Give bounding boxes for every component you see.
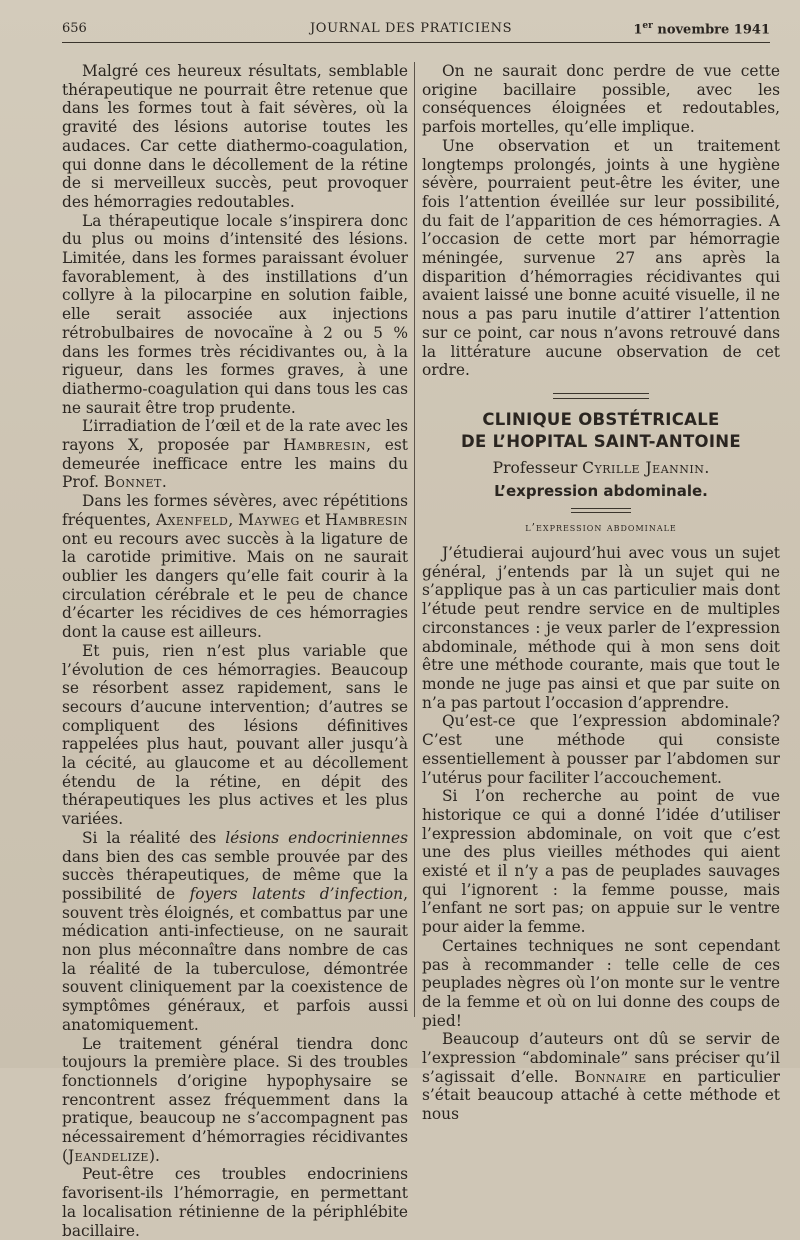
page-number: 656 [62,21,87,36]
paragraph: Le traitement général tiendra donc toujours la première place. Si des troubles fonctionnels d’origine hypophysaire se rencontrent assez fréquemment dans la pratique, beaucoup ne s’accompagnent pas nécessairement d’hémorragies récidivantes (Jeandelize). [62,1034,408,1165]
left-column [62,62,408,1240]
issue-date: 1er novembre 1941 [633,21,770,38]
paragraph: Peut-être ces troubles endocriniens favorisent-ils l’hémorragie, en permettant la localisation rétinienne de la périphlébite bacillaire. [62,1165,408,1240]
section-heading-line2: DE L’HOPITAL SAINT-ANTOINE [461,431,741,451]
subsection-heading: l’expression abdominale [525,521,677,535]
paragraph: Malgré ces heureux résultats, semblable thérapeutique ne pourrait être retenue que dans les formes tout à fait sévères, où la gravité des lésions autorise toutes les audaces. Car cette diathermo-coagulation, qui donne dans le décollement de la rétine de si merveilleux succès, peut provoquer des hémorragies redoutables. [62,62,408,211]
paragraph: J’étudierai aujourd’hui avec vous un sujet général, j’entends par là un sujet qui ne s’applique pas à un cas particulier mais dont l’étude peut rendre service en de multiples circonstances : je veux parler de l’expression abdominale, méthode qui à mon sens doit être une méthode courante, mais que tout le monde ne juge pas ainsi et que par suite on n’a pas partout l’occasion d’apprendre. [422,544,780,712]
author-name: Bonnet [103,473,162,492]
paragraph: Certaines techniques ne sont cependant pas à recommander : telle celle de ces peuplades nègres où l’on monte sur le ventre de la femme et où on lui donne des coups de pied! [422,936,780,1030]
running-header [62,18,770,43]
paragraph: Une observation et un traitement longtemps prolongés, joints à une hygiène sévère, pourraient peut-être les éviter, une fois l’attention éveillée sur leur possibilité, du fait de l’apparition de ces hémorragies. A l’occasion de cette mort par hémorragie méningée, survenue 27 ans après la disparition d’hémorragies récidivantes qui avaient laissé une bonne acuité visuelle, il ne nous a pas paru inutile d’attirer l’attention sur ce point, car nous n’avons retrouvé dans la littérature aucune observation de cet ordre. [422,136,780,380]
section-rule [553,393,649,399]
author-name: Hambresin [324,510,408,529]
paragraph: L’irradiation de l’œil et de la rate avec les rayons X, proposée par Hambresin, est demeurée inefficace entre les mains du Prof. Bonnet. [62,417,408,492]
lecture-title: L’expression abdominale. [494,481,708,500]
journal-title: JOURNAL DES PRATICIENS [310,21,513,36]
paragraph: Qu’est-ce que l’expression abdominale? C’est une méthode qui consiste essentiellement à pousser par l’abdomen sur l’utérus pour faciliter l’accouchement. [422,712,780,787]
title-rule [571,508,631,513]
paragraph: Si l’on recherche au point de vue historique ce qui a donné l’idée d’utiliser l’expression abdominale, on voit que c’est une des plus vieilles méthodes qui aient existé et il n’y a pas de peuplades sauvages qui l’ignorent : la femme pousse, mais l’enfant ne sort pas; on appuie sur le ventre pour aider la femme. [422,787,780,937]
right-column [422,62,780,1124]
professor-byline: Professeur Cyrille Jeannin. [492,458,710,477]
paragraph: Si la réalité des lésions endocriniennes dans bien des cas semble prouvée par des succès thérapeutiques, de même que la possibilité de foyers latents d’infection, souvent très éloignés, et combattus par une médication anti-infectieuse, on ne saurait non plus méconnaître dans nombre de cas la réalité de la tuberculose, démontrée souvent cliniquement par la coexistence de symptômes généraux, et parfois aussi anatomiquement. [62,828,409,1034]
author-name: Bonnaire [574,1067,647,1086]
author-name: Axenfeld [155,510,229,529]
section-heading-line1: CLINIQUE OBSTÉTRICALE [482,409,720,429]
paragraph: Dans les formes sévères, avec répétitions fréquentes, Axenfeld, Mayweg et Hambresin ont eu recours avec succès à la ligature de la carotide primitive. Mais on ne saurait oublier les dangers qu’elle fait courir à la circulation cérébrale et le peu de chance d’écarter les récidives de ces hémorragies dont la cause est ailleurs. [62,492,408,642]
paragraph: On ne saurait donc perdre de vue cette origine bacillaire possible, avec les conséquences éloignées et redoutables, parfois mortelles, qu’elle implique. [422,62,780,137]
paragraph: La thérapeutique locale s’inspirera donc du plus ou moins d’intensité des lésions. Limitée, dans les formes paraissant évoluer favorablement, à des instillations d’un collyre à la pilocarpine en solution faible, elle serait associée aux injections rétrobulbaires de novocaïne à 2 ou 5 % dans les formes très récidivantes ou, à la rigueur, dans les formes graves, à une diathermo-coagulation qui dans tous les cas ne saurait être trop prudente. [62,211,408,417]
italic-term: lésions endocriniennes [225,828,408,847]
paragraph: Et puis, rien n’est plus variable que l’évolution de ces hémorragies. Beaucoup se résorbent assez rapidement, sans le secours d’aucune intervention; d’autres se compliquent des lésions définitives rappelées plus haut, pouvant aller jusqu’à la cécité, au glaucome et au décollement étendu de la rétine, en dépit des thérapeutiques les plus actives et les plus variées. [62,641,408,829]
author-name: Jeandelize [68,1146,149,1165]
column-divider [414,62,415,1017]
author-name: Cyrille Jeannin [582,458,705,477]
author-name: Mayweg [238,510,300,529]
author-name: Hambresin [283,436,367,455]
italic-term: foyers latents d’infection [189,884,404,903]
paragraph: Beaucoup d’auteurs ont dû se servir de l’expression “abdominale” sans préciser qu’il s’agissait d’elle. Bonnaire en particulier s’était beaucoup attaché à cette méthode et nous [422,1030,780,1124]
